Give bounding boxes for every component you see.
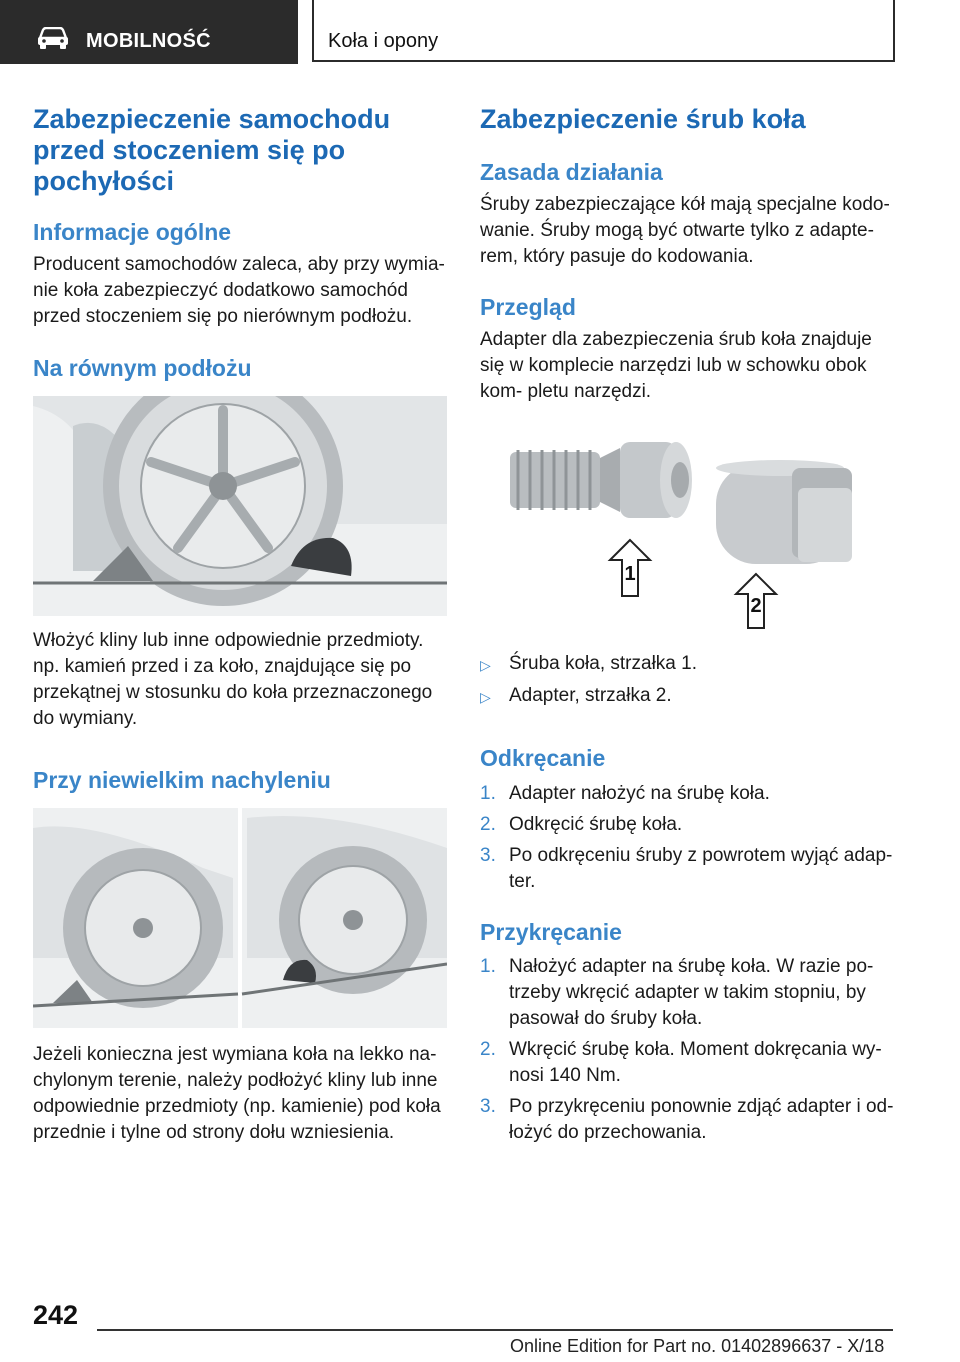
page-number: 242 [33,1300,79,1330]
heading-slight-slope: Przy niewielkim nachyleniu [33,767,331,793]
list-item: ▷ Śruba koła, strzałka 1. [480,651,896,677]
overview-list [480,651,896,709]
list-item: 1. Adapter nałożyć na śrubę koła. [480,783,770,804]
chapter-tab [0,0,298,64]
list-item: 3. Po odkręceniu śruby z powrotem wyjąć adap- ter. [480,845,893,892]
list-item: ▷ Adapter, strzałka 2. [480,683,896,709]
figure-slight-slope [33,808,447,1028]
screw-in-steps [480,954,896,1146]
left-title: Zabezpieczenie samochodu przed stoczeniem się po pochyłości [33,104,391,196]
heading-screw-in: Przykręcanie [480,919,622,945]
heading-overview: Przegląd [480,294,576,320]
callout-2: 2 [750,595,762,617]
unscrew-steps [480,781,896,895]
overview-text: Adapter dla zabezpieczenia śrub koła znajduje się w komplecie narzędzi lub w schowku obok kom- pletu narzędzi. [480,329,872,402]
triangle-bullet-icon: ▷ [480,657,491,673]
figure-bolt-adapter [480,428,896,634]
chapter-label: MOBILNOŚĆ [86,30,211,52]
heading-level-ground: Na równym podłożu [33,355,252,381]
heading-unscrew: Odkręcanie [480,745,606,771]
principle-text: Śruby zabezpieczające kół mają specjalne kodo- wanie. Śruby mogą być otwarte tylko z adapte- rem, który pasuje do kodowania. [480,194,890,267]
section-label: Koła i opony [328,30,439,52]
general-info-text: Producent samochodów zaleca, aby przy wymia- nie koła zabezpieczyć dodatkowo samochód przed stoczeniem się po nierównym podłożu. [33,254,445,327]
right-title: Zabezpieczenie śrub koła [480,104,806,134]
level-ground-text: Włożyć kliny lub inne odpowiednie przedmioty. np. kamień przed i za koło, znajdujące się po przekątnej w stosunku do koła przeznaczonego do wymiany. [33,630,433,729]
list-item: 2. Odkręcić śrubę koła. [480,814,683,835]
list-item: 1. Nałożyć adapter na śrubę koła. W razie po- trzeby wkręcić adapter w takim stopniu, by pasował do śruby koła. [480,956,874,1029]
triangle-bullet-icon: ▷ [480,689,491,705]
slight-slope-text: Jeżeli konieczna jest wymiana koła na lekko na- chylonym terenie, należy podłożyć kliny lub inne odpowiednie przedmioty (np. kamienie) pod koła przednie i tylne od strony dołu wzniesienia. [33,1044,441,1143]
figure-level-ground [33,396,447,616]
heading-general-info: Informacje ogólne [33,219,232,245]
car-icon [36,27,70,49]
bolt-adapter-illustration [480,428,896,634]
edition-text: Online Edition for Part no. 01402896637 - X/18 [510,1336,885,1356]
list-item: 3. Po przykręceniu ponownie zdjąć adapter i od- łożyć do przechowania. [480,1096,894,1143]
heading-principle: Zasada działania [480,159,663,185]
footer-divider [97,1329,893,1331]
list-item: 2. Wkręcić śrubę koła. Moment dokręcania wy- nosi 140 Nm. [480,1039,882,1086]
wheel-chock-illustration [33,396,447,616]
slope-chock-illustration [33,808,447,1028]
section-tab [312,0,895,62]
callout-1: 1 [624,563,636,585]
